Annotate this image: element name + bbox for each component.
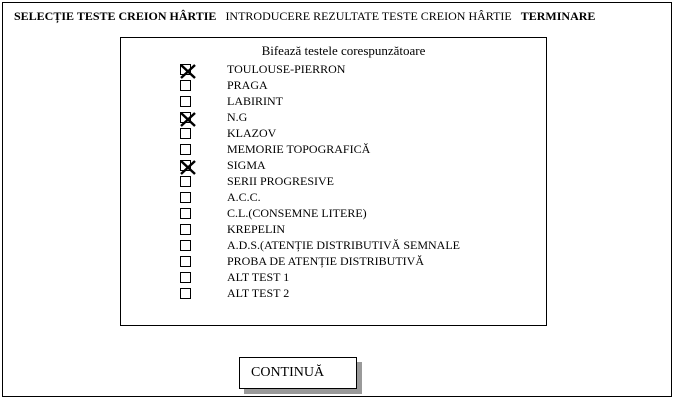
test-checkbox[interactable] [180,192,191,203]
test-label: KLAZOV [227,126,277,140]
test-checkbox[interactable] [180,112,191,123]
test-item [180,109,248,125]
test-selection-panel [120,37,547,326]
test-item [180,93,283,109]
test-checkbox[interactable] [180,128,191,139]
test-item [180,141,371,157]
test-checkbox[interactable] [180,272,191,283]
continue-button[interactable]: CONTINUĂ [239,357,357,389]
test-item [180,285,290,301]
test-checkbox[interactable] [180,64,191,75]
test-checkbox[interactable] [180,208,191,219]
test-label: SERII PROGRESIVE [227,174,335,188]
test-item [180,125,277,141]
tab-selectie-teste[interactable]: SELECȚIE TESTE CREION HÂRTIE [14,9,217,23]
test-checkbox[interactable] [180,240,191,251]
test-checklist [180,61,460,301]
test-checkbox[interactable] [180,224,191,235]
test-label: A.D.S.(ATENȚIE DISTRIBUTIVĂ SEMNALE [227,238,460,252]
test-label: A.C.C. [227,190,261,204]
tab-introducere-rezultate[interactable]: INTRODUCERE REZULTATE TESTE CREION HÂRTIE [225,9,512,23]
continue-button-wrap [239,357,357,389]
test-label: N.G [227,110,248,124]
test-label: MEMORIE TOPOGRAFICĂ [227,142,371,156]
test-item [180,173,335,189]
test-checkbox[interactable] [180,144,191,155]
test-item [180,77,268,93]
panel-title: Bifează testele corespunzătoare [261,43,426,58]
test-checkbox[interactable] [180,80,191,91]
test-checkbox[interactable] [180,176,191,187]
test-label: KREPELIN [227,222,285,236]
test-label: C.L.(CONSEMNE LITERE) [227,206,367,220]
test-checkbox[interactable] [180,256,191,267]
test-label: LABIRINT [227,94,283,108]
top-nav [14,9,601,24]
test-label: PRAGA [227,78,268,92]
test-item [180,253,424,269]
test-checkbox[interactable] [180,160,191,171]
test-item [180,189,261,205]
test-label: SIGMA [227,158,266,172]
test-label: PROBA DE ATENȚIE DISTRIBUTIVĂ [227,254,424,268]
test-label: TOULOUSE-PIERRON [227,62,346,76]
test-item [180,157,266,173]
test-label: ALT TEST 2 [227,286,290,300]
test-item [180,269,290,285]
test-label: ALT TEST 1 [227,270,290,284]
test-item [180,221,285,237]
test-item [180,205,367,221]
tab-terminare[interactable]: TERMINARE [520,9,596,23]
test-checkbox[interactable] [180,288,191,299]
test-item [180,237,460,253]
test-item [180,61,346,77]
test-checkbox[interactable] [180,96,191,107]
